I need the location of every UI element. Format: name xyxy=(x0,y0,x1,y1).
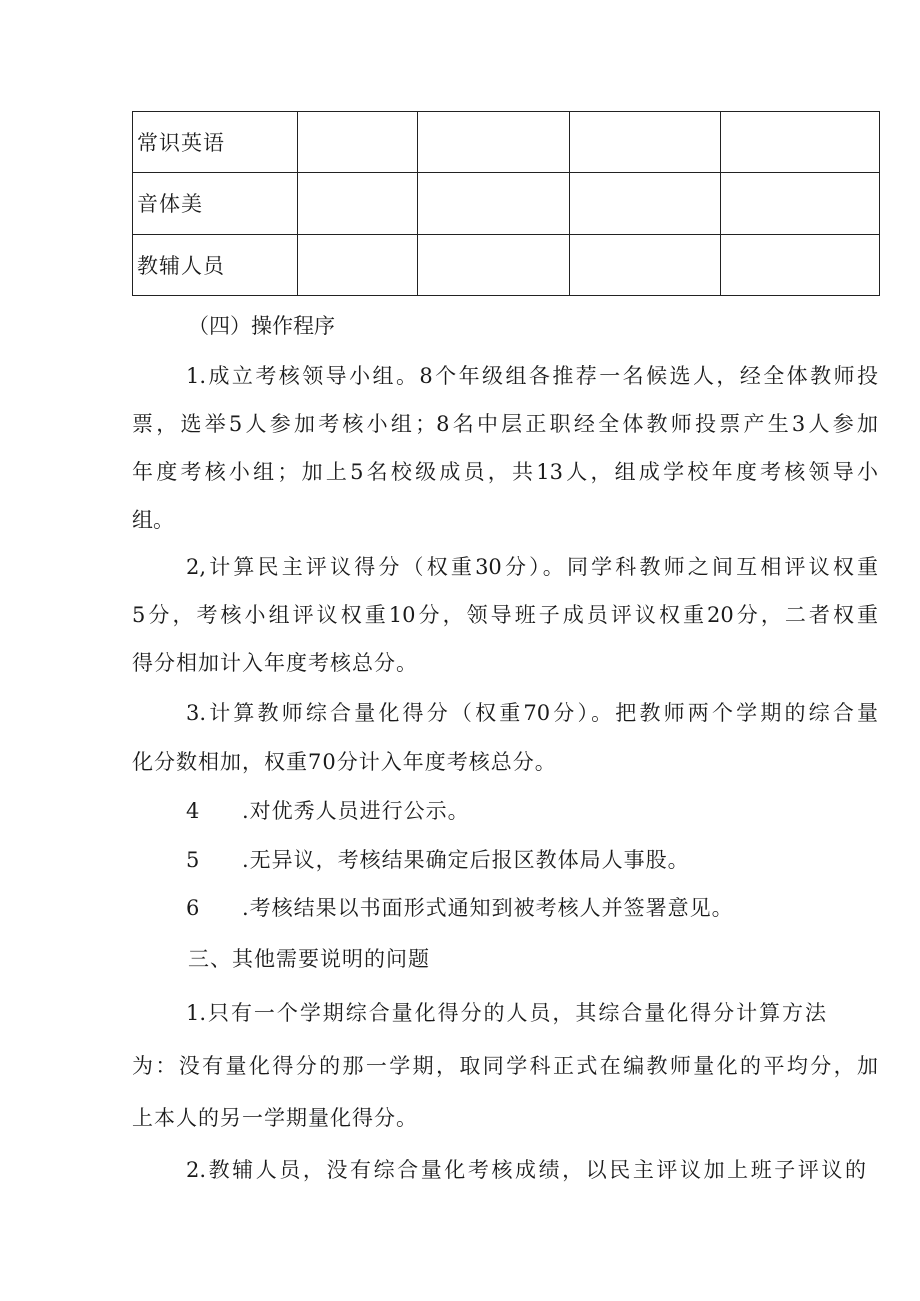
list-text: .对优秀人员进行公示。 xyxy=(242,799,470,823)
table-cell xyxy=(298,234,418,295)
table-cell xyxy=(418,173,570,234)
staff-category-table xyxy=(132,111,880,296)
paragraph-line: 上本人的另一学期量化得分。 xyxy=(132,1106,418,1130)
paragraph-line: 3.计算教师综合量化得分（权重70分）。把教师两个学期的综合量 xyxy=(186,701,878,725)
list-number: 6 xyxy=(186,896,200,920)
section-heading: 三、其他需要说明的问题 xyxy=(188,947,430,971)
list-text: .无异议，考核结果确定后报区教体局人事股。 xyxy=(242,848,690,872)
table-cell xyxy=(570,173,721,234)
table-cell xyxy=(298,173,418,234)
paragraph-line: 票，选举5人参加考核小组；8名中层正职经全体教师投票产生3人参加 xyxy=(132,412,878,436)
row-label: 常识英语 xyxy=(133,112,298,173)
row-label: 教辅人员 xyxy=(133,234,298,295)
table-cell xyxy=(418,234,570,295)
list-number: 4 xyxy=(186,799,200,823)
table-cell xyxy=(721,112,880,173)
list-number: 5 xyxy=(186,848,200,872)
paragraph-line: 得分相加计入年度考核总分。 xyxy=(132,651,418,675)
table-row xyxy=(133,234,880,295)
paragraph-line: 5分，考核小组评议权重10分，领导班子成员评议权重20分，二者权重 xyxy=(132,603,878,627)
table-cell xyxy=(570,234,721,295)
table-cell xyxy=(298,112,418,173)
table-cell xyxy=(570,112,721,173)
table-cell xyxy=(721,173,880,234)
table-cell xyxy=(418,112,570,173)
paragraph-line: 1.只有一个学期综合量化得分的人员，其综合量化得分计算方法 xyxy=(186,1001,826,1025)
table-row xyxy=(133,173,880,234)
table-cell xyxy=(721,234,880,295)
section-heading: （四）操作程序 xyxy=(188,314,335,338)
row-label: 音体美 xyxy=(133,173,298,234)
paragraph-line: 组。 xyxy=(132,508,174,532)
paragraph-line: 1.成立考核领导小组。8个年级组各推荐一名候选人，经全体教师投 xyxy=(186,364,878,388)
list-text: .考核结果以书面形式通知到被考核人并签署意见。 xyxy=(242,896,734,920)
paragraph-line: 2.教辅人员，没有综合量化考核成绩，以民主评议加上班子评议的 xyxy=(186,1158,866,1182)
paragraph-line: 为：没有量化得分的那一学期，取同学科正式在编教师量化的平均分，加 xyxy=(132,1054,878,1078)
paragraph-line: 化分数相加，权重70分计入年度考核总分。 xyxy=(132,750,557,774)
paragraph-line: 2,计算民主评议得分（权重30分）。同学科教师之间互相评议权重 xyxy=(186,555,878,579)
paragraph-line: 年度考核小组；加上5名校级成员，共13人，组成学校年度考核领导小 xyxy=(132,460,878,484)
table-row xyxy=(133,112,880,173)
